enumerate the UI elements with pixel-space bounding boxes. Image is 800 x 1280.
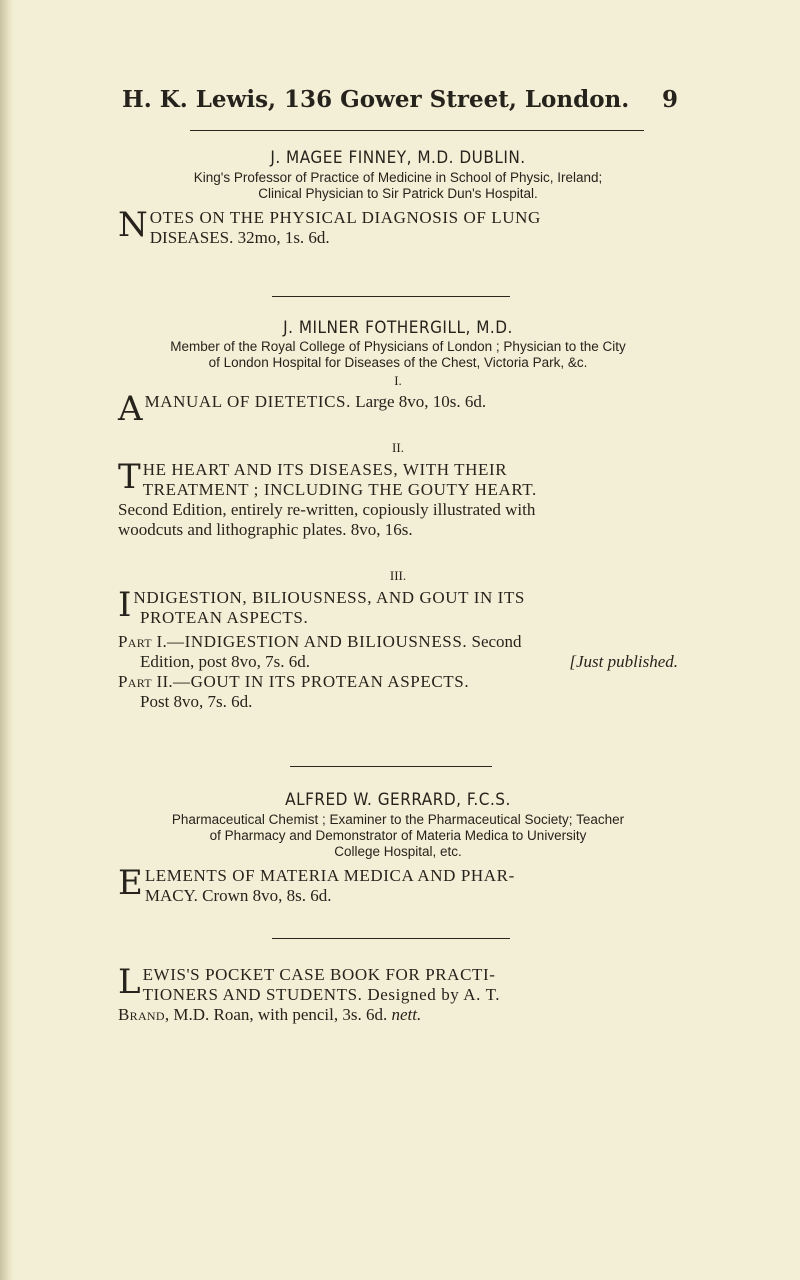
entry-line: [118, 632, 678, 652]
entry-line: [118, 652, 678, 672]
publication-note: [Just published.: [569, 652, 678, 671]
entry-details: , M.D. Roan, with pencil, 3s. 6d.: [164, 1005, 388, 1024]
drop-cap: A: [118, 389, 143, 429]
section-rule: [272, 296, 510, 297]
entry-line: NDIGESTION, BILIOUSNESS, AND GOUT IN ITS: [133, 588, 525, 607]
book-entry: [118, 389, 678, 429]
credentials-line: College Hospital, etc.: [334, 844, 462, 859]
part-label: Part II.: [118, 672, 173, 691]
part-label: Part I.: [118, 632, 167, 651]
section-rule: [290, 766, 492, 767]
running-header: [118, 86, 678, 116]
credentials-line: Pharmaceutical Chemist ; Examiner to the Pharmaceutical Society; Teacher: [171, 812, 625, 827]
entry-line: [118, 1005, 678, 1025]
drop-cap: T: [118, 457, 141, 497]
book-entry: [118, 457, 678, 540]
credentials-line: of Pharmacy and Demonstrator of Materia Medica to University: [209, 828, 587, 843]
book-binding-edge: [0, 0, 14, 1280]
part-entry: [118, 632, 678, 712]
price-note: nett.: [391, 1005, 422, 1024]
book-entry: [118, 585, 678, 628]
drop-cap: E: [118, 863, 143, 903]
book-entry: [118, 205, 678, 248]
author-credentials: [118, 812, 678, 860]
entry-line: EWIS'S POCKET CASE BOOK FOR PRACTI-: [142, 965, 496, 984]
entry-line: OTES ON THE PHYSICAL DIAGNOSIS OF LUNG: [149, 208, 541, 227]
section-numeral: I.: [394, 373, 402, 388]
author-credentials: [118, 170, 678, 202]
part-title: —GOUT IN ITS PROTEAN ASPECTS.: [172, 672, 470, 691]
book-entry: [118, 863, 678, 906]
entry-line: TIONERS AND STUDENTS. Designed by A. T.: [142, 985, 501, 1004]
entry-line: LEMENTS OF MATERIA MEDICA AND PHAR-: [144, 866, 515, 885]
entry-line: [118, 672, 678, 692]
credentials-line: of London Hospital for Diseases of the Chest, Victoria Park, &c.: [208, 355, 588, 370]
book-entry: [118, 962, 678, 1025]
credentials-line: King's Professor of Practice of Medicine in School of Physic, Ireland;: [193, 170, 603, 185]
entry-line: PROTEAN ASPECTS.: [140, 608, 309, 627]
author-small-caps: Brand: [118, 1005, 165, 1024]
section-rule: [272, 938, 510, 939]
entry-line: HE HEART AND ITS DISEASES, WITH THEIR: [142, 460, 508, 479]
author-name: J. MAGEE FINNEY, M.D. DUBLIN.: [270, 148, 526, 168]
part-rest: Second: [471, 632, 522, 651]
section-numeral: III.: [389, 568, 407, 583]
page-number: 9: [661, 86, 678, 113]
section-numeral: II.: [392, 440, 404, 455]
entry-line: DISEASES. 32mo, 1s. 6d.: [149, 228, 330, 247]
entry-line: woodcuts and lithographic plates. 8vo, 16s.: [118, 520, 413, 539]
entry-line: Post 8vo, 7s. 6d.: [140, 692, 253, 711]
author-name: ALFRED W. GERRARD, F.C.S.: [285, 790, 511, 810]
credentials-line: Member of the Royal College of Physicians of London ; Physician to the City: [170, 339, 626, 354]
author-name: J. MILNER FOTHERGILL, M.D.: [283, 318, 513, 338]
drop-cap: L: [118, 962, 141, 1002]
part-title: —INDIGESTION AND BILIOUSNESS.: [167, 632, 468, 651]
entry-price: Large 8vo, 10s. 6d.: [355, 392, 487, 411]
entry-line: TREATMENT ; INCLUDING THE GOUTY HEART.: [142, 480, 537, 499]
header-rule: [190, 130, 644, 131]
part-edition: Edition, post 8vo, 7s. 6d.: [140, 652, 311, 671]
drop-cap: I: [118, 585, 132, 625]
entry-line: [118, 392, 678, 412]
entry-line: MACY. Crown 8vo, 8s. 6d.: [144, 886, 332, 905]
drop-cap: N: [118, 205, 148, 245]
credentials-line: Clinical Physician to Sir Patrick Dun's Hospital.: [258, 186, 538, 201]
author-credentials: [118, 339, 678, 371]
entry-line: Second Edition, entirely re-written, copiously illustrated with: [118, 500, 536, 519]
header-title: H. K. Lewis, 136 Gower Street, London.: [122, 86, 630, 113]
entry-title: MANUAL OF DIETETICS.: [144, 392, 351, 411]
